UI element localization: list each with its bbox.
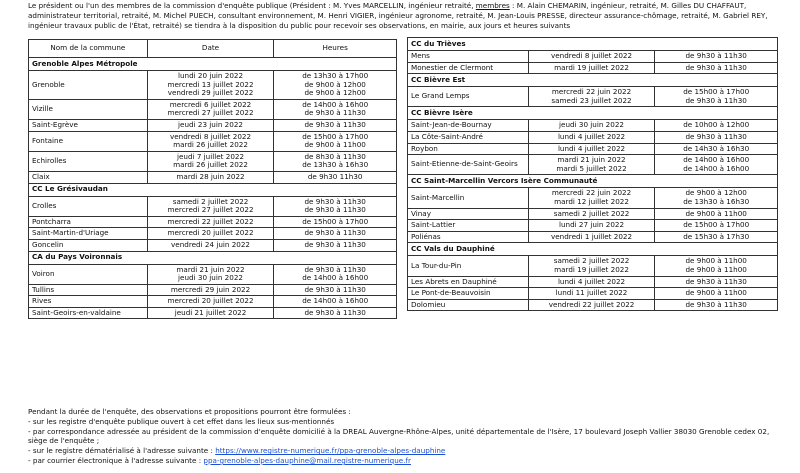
hours-cell: de 9h00 à 11h00 de 9h00 à 11h00 (655, 256, 778, 276)
hours-cell: de 9h30 à 11h30 (274, 119, 397, 131)
table-row (408, 208, 778, 220)
commune-cell: Vizille (29, 99, 148, 119)
date-cell: mercredi 20 juillet 2022 (147, 296, 274, 308)
section-row (408, 243, 778, 256)
commune-cell: Saint-Marcellin (408, 188, 529, 208)
hours-cell: de 14h00 à 16h00 de 9h30 à 11h30 (274, 99, 397, 119)
hours-cell: de 14h00 à 16h00 de 14h00 à 16h00 (655, 155, 778, 175)
observations-paragraph (28, 407, 788, 466)
outro-line-5 (28, 456, 788, 466)
hours-cell: de 15h00 à 17h00 (655, 220, 778, 232)
commune-cell: Pontcharra (29, 216, 148, 228)
hours-cell: de 15h00 à 17h00 (274, 216, 397, 228)
table-row (408, 288, 778, 300)
date-cell: mercredi 29 juin 2022 (147, 284, 274, 296)
table-row (408, 120, 778, 132)
table-row (408, 256, 778, 276)
hours-cell: de 9h30 à 11h30 de 9h30 à 11h30 (274, 196, 397, 216)
table-row (408, 51, 778, 63)
commune-cell: La Côte-Saint-André (408, 131, 529, 143)
date-cell: mardi 21 juin 2022 mardi 5 juillet 2022 (528, 155, 655, 175)
hours-cell: de 9h30 à 11h30 (655, 131, 778, 143)
table-row (29, 296, 397, 308)
hours-cell: de 15h30 à 17h30 (655, 231, 778, 243)
commune-cell: Dolomieu (408, 299, 529, 311)
table-row (29, 216, 397, 228)
date-cell: mercredi 20 juillet 2022 (147, 228, 274, 240)
date-cell: lundi 4 juillet 2022 (528, 131, 655, 143)
date-cell: jeudi 7 juillet 2022 mardi 26 juillet 2022 (147, 151, 274, 171)
table-row (29, 307, 397, 319)
commune-cell: Tullins (29, 284, 148, 296)
commune-cell: Mens (408, 51, 529, 63)
date-cell: jeudi 30 juin 2022 (528, 120, 655, 132)
commune-cell: Les Abrets en Dauphiné (408, 276, 529, 288)
date-cell: mardi 21 juin 2022 jeudi 30 juin 2022 (147, 264, 274, 284)
hours-cell: de 9h30 à 11h30 (274, 239, 397, 251)
outro-line-3: - par correspondance adressée au président de la commission d'enquête domicilié à la DREAL Auvergne-Rhône-Alpes, unité départementale de l'Isère, 17 boulevard Joseph Vallier 38030 Grenoble cedex 02, siège de l'enquête ; (28, 426, 770, 446)
date-cell: vendredi 24 juin 2022 (147, 239, 274, 251)
section-row (408, 107, 778, 120)
commune-cell: Vinay (408, 208, 529, 220)
commune-cell: Voiron (29, 264, 148, 284)
commune-cell: Goncelin (29, 239, 148, 251)
table-row (29, 131, 397, 151)
commune-cell: Echirolles (29, 151, 148, 171)
date-cell: vendredi 22 juillet 2022 (528, 299, 655, 311)
table-row (408, 220, 778, 232)
hours-cell: de 9h30 à 11h30 (274, 307, 397, 319)
hours-cell: de 8h30 à 11h30 de 13h30 à 16h30 (274, 151, 397, 171)
section-row (29, 251, 397, 264)
date-cell: mardi 28 juin 2022 (147, 171, 274, 183)
section-title: CC Saint-Marcellin Vercors Isère Communauté (408, 175, 778, 188)
header-date: Date (147, 40, 274, 58)
section-title: Grenoble Alpes Métropole (29, 58, 397, 71)
section-title: CC Bièvre Isère (408, 107, 778, 120)
table-row (408, 87, 778, 107)
date-cell: samedi 2 juillet 2022 (528, 208, 655, 220)
intro-paragraph (28, 1, 776, 31)
date-cell: lundi 20 juin 2022 mercredi 13 juillet 2022 vendredi 29 juillet 2022 (147, 71, 274, 100)
date-cell: vendredi 8 juillet 2022 mardi 26 juillet 2022 (147, 131, 274, 151)
section-title: CA du Pays Voironnais (29, 251, 397, 264)
hours-cell: de 9h00 à 11h00 (655, 288, 778, 300)
date-cell: vendredi 8 juillet 2022 (528, 51, 655, 63)
table-row (408, 299, 778, 311)
email-link[interactable]: ppa-grenoble-alpes-dauphine@mail.registre-numerique.fr (203, 455, 411, 465)
hours-cell: de 9h30 à 11h30 (655, 62, 778, 74)
commune-cell: Roybon (408, 143, 529, 155)
header-heures: Heures (274, 40, 397, 58)
section-title: CC du Trièves (408, 38, 778, 51)
commune-cell: Monestier de Clermont (408, 62, 529, 74)
date-cell: mercredi 6 juillet 2022 mercredi 27 juillet 2022 (147, 99, 274, 119)
section-row (408, 175, 778, 188)
schedule-table-left (28, 39, 397, 319)
commune-cell: Saint-Martin-d'Uriage (29, 228, 148, 240)
intro-text-2: : M. Alain CHEMARIN, ingénieur, retraité, M. Gilles DU CHAFFAUT, administrateur territorial, retraité, M. Michel PUECH, consultant environnement, M. Henri VIGIER, ingénieur agronome, retraité, M. Jean-Louis PRESSE, directeur assurance-chômage, retraité, M. Gabriel REY, ingénieur travaux public de l'État, retraité) se tiendra à la disposition du public pour recevoir ses observations, en mairie, aux jours et heures suivants (28, 1, 768, 30)
intro-membres-label: membres (475, 1, 510, 10)
date-cell: mercredi 22 juillet 2022 (147, 216, 274, 228)
hours-cell: de 14h30 à 16h30 (655, 143, 778, 155)
date-cell: mercredi 22 juin 2022 mardi 12 juillet 2022 (528, 188, 655, 208)
outro-line-4-prefix: - sur le registre dématérialisé à l'adresse suivante : (28, 446, 216, 456)
table-row (29, 284, 397, 296)
section-title: CC Bièvre Est (408, 74, 778, 87)
table-row (29, 151, 397, 171)
hours-cell: de 15h00 à 17h00 de 9h30 à 11h30 (655, 87, 778, 107)
section-row (29, 183, 397, 196)
hours-cell: de 9h30 à 11h30 (655, 299, 778, 311)
date-cell: jeudi 23 juin 2022 (147, 119, 274, 131)
commune-cell: Grenoble (29, 71, 148, 100)
commune-cell: Le Pont-de-Beauvoisin (408, 288, 529, 300)
date-cell: lundi 11 juillet 2022 (528, 288, 655, 300)
date-cell: mardi 19 juillet 2022 (528, 62, 655, 74)
commune-cell: Saint-Etienne-de-Saint-Geoirs (408, 155, 529, 175)
hours-cell: de 9h30 11h30 (274, 171, 397, 183)
commune-cell: Rives (29, 296, 148, 308)
schedule-table-right (407, 37, 778, 311)
hours-cell: de 13h30 à 17h00 de 9h00 à 12h00 de 9h00 à 12h00 (274, 71, 397, 100)
section-title: CC Vals du Dauphiné (408, 243, 778, 256)
section-row (408, 74, 778, 87)
section-title: CC Le Grésivaudan (29, 183, 397, 196)
hours-cell: de 9h00 à 11h00 (655, 208, 778, 220)
commune-cell: Claix (29, 171, 148, 183)
commune-cell: Poliénas (408, 231, 529, 243)
table-row (408, 155, 778, 175)
date-cell: samedi 2 juillet 2022 mardi 19 juillet 2022 (528, 256, 655, 276)
date-cell: samedi 2 juillet 2022 mercredi 27 juillet 2022 (147, 196, 274, 216)
table-row (29, 196, 397, 216)
hours-cell: de 10h00 à 12h00 (655, 120, 778, 132)
table-row (408, 62, 778, 74)
commune-cell: La Tour-du-Pin (408, 256, 529, 276)
header-commune: Nom de la commune (29, 40, 148, 58)
table-row (29, 239, 397, 251)
date-cell: vendredi 1 juillet 2022 (528, 231, 655, 243)
commune-cell: Saint-Egrève (29, 119, 148, 131)
table-header-row (29, 40, 397, 58)
date-cell: lundi 27 juin 2022 (528, 220, 655, 232)
commune-cell: Le Grand Lemps (408, 87, 529, 107)
table-row (408, 143, 778, 155)
date-cell: lundi 4 juillet 2022 (528, 276, 655, 288)
table-row (29, 228, 397, 240)
outro-line-4 (28, 446, 788, 456)
commune-cell: Saint-Lattier (408, 220, 529, 232)
intro-text-1: Le président ou l'un des membres de la commission d'enquête publique (Président : M. Yves MARCELLIN, ingénieur retraité, (28, 1, 476, 10)
section-row (408, 38, 778, 51)
date-cell: lundi 4 juillet 2022 (528, 143, 655, 155)
section-row (29, 58, 397, 71)
commune-cell: Saint-Geoirs-en-valdaine (29, 307, 148, 319)
table-row (29, 264, 397, 284)
hours-cell: de 14h00 à 16h00 (274, 296, 397, 308)
date-cell: mercredi 22 juin 2022 samedi 23 juillet 2022 (528, 87, 655, 107)
table-row (29, 71, 397, 100)
table-row (29, 119, 397, 131)
hours-cell: de 9h00 à 12h00 de 13h30 à 16h30 (655, 188, 778, 208)
commune-cell: Fontaine (29, 131, 148, 151)
table-row (408, 231, 778, 243)
commune-cell: Saint-Jean-de-Bournay (408, 120, 529, 132)
hours-cell: de 9h30 à 11h30 (655, 276, 778, 288)
table-row (29, 171, 397, 183)
table-row (29, 99, 397, 119)
registre-link[interactable]: https://www.registre-numerique.fr/ppa-grenoble-alpes-dauphine (215, 446, 446, 456)
table-row (408, 276, 778, 288)
outro-line-5-prefix: - par courrier électronique à l'adresse suivante : (28, 455, 204, 465)
table-row (408, 188, 778, 208)
commune-cell: Crolles (29, 196, 148, 216)
hours-cell: de 9h30 à 11h30 (655, 51, 778, 63)
hours-cell: de 9h30 à 11h30 (274, 284, 397, 296)
table-row (408, 131, 778, 143)
date-cell: jeudi 21 juillet 2022 (147, 307, 274, 319)
hours-cell: de 9h30 à 11h30 de 14h00 à 16h00 (274, 264, 397, 284)
outro-line-2: - sur les registre d'enquête publique ouvert à cet effet dans les lieux sus-mentionnés (28, 416, 335, 426)
hours-cell: de 9h30 à 11h30 (274, 228, 397, 240)
hours-cell: de 15h00 à 17h00 de 9h00 à 11h00 (274, 131, 397, 151)
outro-line-1: Pendant la durée de l'enquête, des observations et propositions pourront être formulées : (28, 407, 351, 416)
